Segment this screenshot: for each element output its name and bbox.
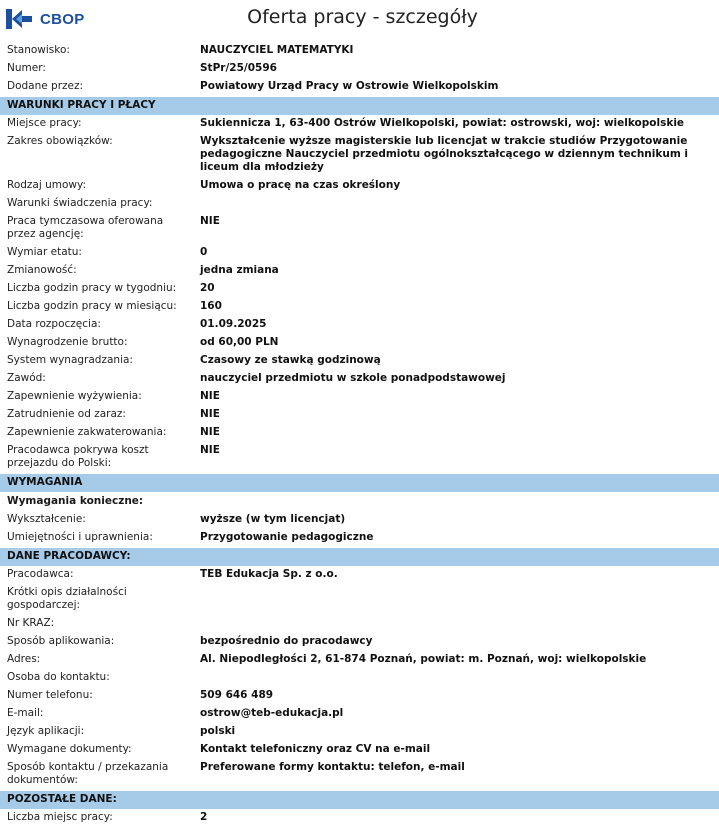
detail-row [0, 424, 719, 442]
detail-value: Czasowy ze stawką godzinową [200, 354, 381, 366]
detail-value: Umowa o pracę na czas określony [200, 179, 401, 191]
detail-label: Pracodawca: [7, 568, 74, 580]
detail-row [0, 511, 719, 529]
detail-label: Umiejętności i uprawnienia: [7, 531, 153, 543]
warunki-list [0, 115, 719, 473]
detail-label: Zawód: [7, 372, 46, 384]
detail-value: NIE [200, 390, 220, 402]
detail-value: 0 [200, 246, 208, 258]
detail-label: System wynagradzania: [7, 354, 133, 366]
detail-label: Adres: [7, 653, 41, 665]
detail-label: Warunki świadczenia pracy: [7, 197, 153, 209]
logo-text: CBOP [40, 10, 85, 28]
detail-value [200, 617, 719, 630]
detail-label: Data rozpoczęcia: [7, 318, 101, 330]
detail-label: Miejsce pracy: [7, 117, 82, 129]
detail-row [0, 280, 719, 298]
detail-value: wyższe (w tym licencjat) [200, 513, 346, 525]
detail-label: Nr KRAZ: [7, 617, 55, 629]
wymagania-subheading: Wymagania konieczne: [7, 495, 144, 507]
detail-value: polski [200, 725, 236, 737]
detail-label: Numer telefonu: [7, 689, 93, 701]
detail-value: bezpośrednio do pracodawcy [200, 635, 373, 647]
detail-row [0, 759, 719, 790]
detail-row [0, 651, 719, 669]
detail-row [0, 723, 719, 741]
pracodawca-list [0, 566, 719, 790]
detail-row [0, 177, 719, 195]
detail-row [0, 566, 719, 584]
detail-value: Sukiennicza 1, 63-400 Ostrów Wielkopolski, powiat: ostrowski, woj: wielkopolskie [200, 117, 685, 129]
page-header [0, 0, 719, 42]
detail-row [0, 195, 719, 213]
detail-label: Krótki opis działalności gospodarczej: [7, 586, 127, 611]
page-title: Oferta pracy - szczegóły [247, 6, 478, 28]
detail-row [0, 370, 719, 388]
detail-value: 509 646 489 [200, 689, 274, 701]
detail-row [0, 316, 719, 334]
detail-label: Liczba godzin pracy w tygodniu: [7, 282, 177, 294]
offer-details [0, 42, 719, 827]
detail-value [200, 671, 719, 684]
detail-row [0, 42, 719, 60]
detail-value: nauczyciel przedmiotu w szkole ponadpodstawowej [200, 372, 506, 384]
detail-label: Zapewnienie zakwaterowania: [7, 426, 167, 438]
detail-label: E-mail: [7, 707, 44, 719]
detail-label: Numer: [7, 62, 46, 74]
detail-value: Przygotowanie pedagogiczne [200, 531, 374, 543]
detail-label: Stanowisko: [7, 44, 70, 56]
detail-row [0, 60, 719, 78]
detail-value [200, 197, 719, 210]
detail-value: NIE [200, 426, 220, 438]
detail-value: StPr/25/0596 [200, 62, 277, 74]
detail-value: NAUCZYCIEL MATEMATYKI [200, 44, 354, 56]
detail-value: ostrow@teb-edukacja.pl [200, 707, 344, 719]
section-wymagania: WYMAGANIA [0, 474, 719, 492]
detail-value: od 60,00 PLN [200, 336, 279, 348]
detail-value: TEB Edukacja Sp. z o.o. [200, 568, 338, 580]
detail-row [0, 584, 719, 615]
detail-row [0, 244, 719, 262]
detail-label: Pracodawca pokrywa koszt przejazdu do Polski: [7, 444, 149, 469]
detail-row [0, 133, 719, 177]
detail-label: Rodzaj umowy: [7, 179, 86, 191]
detail-value: jedna zmiana [200, 264, 279, 276]
detail-row [0, 388, 719, 406]
detail-row [0, 809, 719, 827]
detail-row [0, 352, 719, 370]
wymagania-list [0, 511, 719, 547]
detail-value: Al. Niepodległości 2, 61-874 Poznań, powiat: m. Poznań, woj: wielkopolskie [200, 653, 647, 665]
detail-label: Wymagane dokumenty: [7, 743, 132, 755]
detail-row [0, 78, 719, 96]
detail-label: Zatrudnienie od zaraz: [7, 408, 126, 420]
detail-label: Język aplikacji: [7, 725, 85, 737]
detail-label: Zmianowość: [7, 264, 77, 276]
detail-row [0, 262, 719, 280]
detail-value: NIE [200, 408, 220, 420]
detail-value: Powiatowy Urząd Pracy w Ostrowie Wielkopolskim [200, 80, 499, 92]
detail-row [0, 529, 719, 547]
detail-value: NIE [200, 444, 220, 456]
pozostale-list [0, 809, 719, 827]
detail-row [0, 298, 719, 316]
detail-label: Liczba godzin pracy w miesiącu: [7, 300, 177, 312]
detail-row [0, 741, 719, 759]
basic-info [0, 42, 719, 96]
detail-row [0, 633, 719, 651]
detail-label: Wykształcenie: [7, 513, 86, 525]
detail-row [0, 115, 719, 133]
detail-row [0, 687, 719, 705]
detail-label: Sposób aplikowania: [7, 635, 115, 647]
detail-value: 01.09.2025 [200, 318, 267, 330]
detail-value: Wykształcenie wyższe magisterskie lub licencjat w trakcie studiów Przygotowanie pedagogiczne Nauczyciel przedmiotu ogólnokształcącego w dziennym technikum i liceum dla młodzieży [200, 135, 689, 173]
detail-label: Osoba do kontaktu: [7, 671, 110, 683]
detail-row [0, 442, 719, 473]
detail-value: 20 [200, 282, 215, 294]
detail-value: NIE [200, 215, 220, 227]
section-pracodawca: DANE PRACODAWCY: [0, 548, 719, 566]
detail-value [200, 586, 719, 612]
detail-value: 160 [200, 300, 222, 312]
detail-label: Wymiar etatu: [7, 246, 82, 258]
detail-value: Kontakt telefoniczny oraz CV na e-mail [200, 743, 431, 755]
detail-row [0, 334, 719, 352]
detail-row [0, 213, 719, 244]
detail-label: Wynagrodzenie brutto: [7, 336, 128, 348]
detail-label: Zakres obowiązków: [7, 135, 113, 147]
section-warunki: WARUNKI PRACY I PŁACY [0, 97, 719, 115]
detail-value: 2 [200, 811, 208, 823]
detail-row [0, 406, 719, 424]
detail-row [0, 705, 719, 723]
detail-row [0, 669, 719, 687]
section-pozostale: POZOSTAŁE DANE: [0, 791, 719, 809]
detail-label: Praca tymczasowa oferowana przez agencję: [7, 215, 164, 240]
detail-label: Sposób kontaktu / przekazania dokumentów: [7, 761, 169, 786]
detail-label: Dodane przez: [7, 80, 84, 92]
detail-value: Preferowane formy kontaktu: telefon, e-mail [200, 761, 465, 773]
detail-label: Zapewnienie wyżywienia: [7, 390, 142, 402]
detail-label: Liczba miejsc pracy: [7, 811, 113, 823]
detail-row [0, 615, 719, 633]
